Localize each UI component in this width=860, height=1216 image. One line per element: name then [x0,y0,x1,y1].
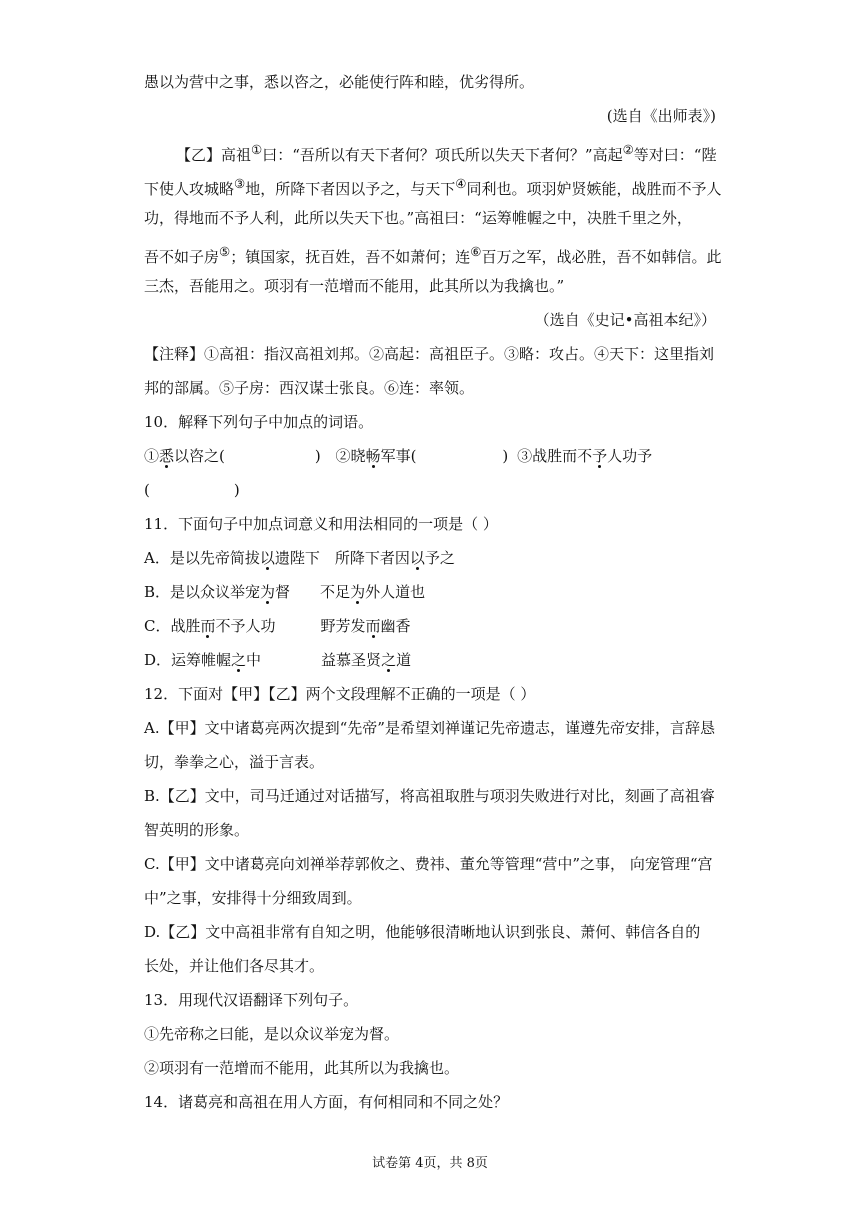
yi-text-line: 吾不如子房⑤；镇国家，抚百姓，吾不如萧何；连⑥百万之军，战必胜，吾不如韩信。此 [144,244,722,266]
option-c[interactable]: C．战胜而不予人功 野芳发而幽香 [144,617,411,635]
page-footer: 试卷第 4页，共 8页 [372,1156,488,1171]
footnote-marker: ① [251,142,263,157]
option-d[interactable]: D.【乙】文中高祖非常有自知之明，他能够很清晰地认识到张良、萧何、韩信各自的 [144,923,701,941]
dotted-word: 而 [200,617,216,635]
question-11-stem: 11．下面句子中加点词意义和用法相同的一项是（ ） [144,515,498,533]
footnote-marker: ② [622,142,634,157]
dotted-word: 之 [231,651,247,669]
annotation-line: 【注释】①高祖：指汉高祖刘邦。②高起：高祖臣子。③略：攻占。④天下：这里指刘 [144,345,715,363]
jia-text-tail: 愚以为营中之事，悉以咨之，必能使行阵和睦，优劣得所。 [144,73,535,91]
answer-blank[interactable]: ( ) [144,481,240,499]
yi-text-line: 【乙】高祖①曰：“吾所以有天下者何？项氏所以失天下者何？”高起②等对曰：“陛 [176,142,717,164]
annotation-line: 邦的部属。⑤子房：西汉谋士张良。⑥连：率领。 [144,379,475,397]
option-a[interactable]: A.【甲】文中诸葛亮两次提到“先帝”是希望刘禅谨记先帝遗志，谨遵先帝安排，言辞恳 [144,719,715,737]
question-10-items: ①悉以咨之( ) ②晓畅军事( ) ③战胜而不予人功予 [144,447,653,465]
question-12-stem: 12．下面对【甲】【乙】两个文段理解不正确的一项是（ ） [144,685,536,703]
dotted-word: 为 [350,583,366,601]
option-d[interactable]: D．运筹帷幄之中 益慕圣贤之道 [144,651,412,669]
yi-text-line: 功，得地而不予人利，此所以失天下也。”高祖曰：“运筹帷幄之中，决胜千里之外， [144,209,692,227]
option-b-cont: 智英明的形象。 [144,821,250,839]
option-b[interactable]: B.【乙】文中，司马迁通过对话描写，将高祖取胜与项羽失败进行对比，刻画了高祖睿 [144,787,715,805]
dotted-word: 予 [592,447,608,465]
footnote-marker: ④ [455,176,467,191]
dotted-word: 而 [365,617,381,635]
question-13-stem: 13．用现代汉语翻译下列句子。 [144,991,359,1009]
translation-sentence: ①先帝称之曰能，是以众议举宠为督。 [144,1025,400,1043]
dotted-word: 悉 [159,447,175,465]
yi-text-line: 下使人攻城略③地，所降下者因以予之，与天下④同利也。项羽妒贤嫉能，战胜而不予人 [144,176,722,198]
option-d-cont: 长处，并让他们各尽其才。 [144,957,325,975]
option-a[interactable]: A．是以先帝简拔以遗陛下 所降下者因以予之 [144,549,455,567]
dotted-word: 为 [260,583,276,601]
yi-text-line: 三杰，吾能用之。项羽有一范增而不能用，此其所以为我擒也。” [144,277,565,295]
footnote-marker: ⑥ [470,244,482,259]
dotted-word: 畅 [365,447,381,465]
question-10-stem: 10．解释下列句子中加点的词语。 [144,413,374,431]
jia-source: (选自《出师表》) [606,107,716,125]
option-b[interactable]: B．是以众议举宠为督 不足为外人道也 [144,583,426,601]
dotted-word: 以 [409,549,425,567]
option-c-cont: 中”之事，安排得十分细致周到。 [144,889,362,907]
option-c[interactable]: C.【甲】文中诸葛亮向刘禅举荐郭攸之、费祎、董允等管理“营中”之事， 向宠管理“宫 [144,855,713,873]
question-14-stem: 14．诸葛亮和高祖在用人方面，有何相同和不同之处？ [144,1093,509,1111]
translation-sentence: ②项羽有一范增而不能用，此其所以为我擒也。 [144,1059,460,1077]
dotted-word: 之 [381,651,397,669]
option-a-cont: 切，拳拳之心，溢于言表。 [144,753,325,771]
yi-source: （选自《史记•高祖本纪》） [534,311,716,329]
dotted-word: 以 [259,549,275,567]
footnote-marker: ⑤ [219,244,231,259]
footnote-marker: ③ [234,176,246,191]
